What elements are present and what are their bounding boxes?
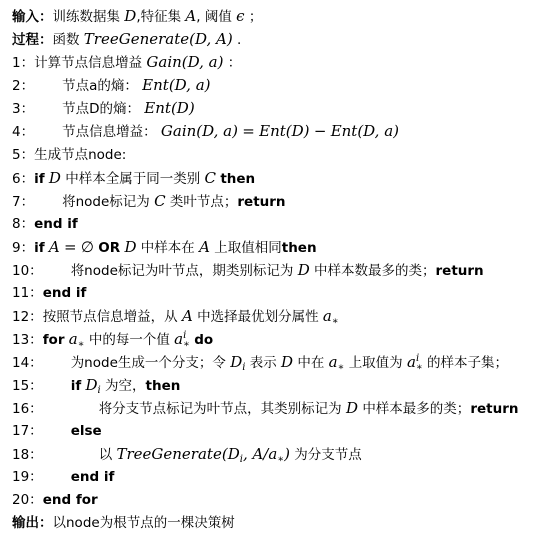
step-20 <box>12 491 98 509</box>
step-16 <box>12 399 518 418</box>
step-text: 将node标记为 <box>62 194 150 210</box>
math-star-subscript: ∗ <box>337 362 345 373</box>
step-number: 12： <box>12 309 43 325</box>
step-number: 16： <box>12 401 43 417</box>
math-args-close: ) <box>284 445 290 463</box>
math-star-subscript: ∗ <box>183 339 190 350</box>
step-text: 以 <box>98 447 113 463</box>
step-text: 为node生成一个分支；令 <box>70 355 226 371</box>
keyword-return: return <box>435 263 484 279</box>
step-text: 计算节点信息增益 <box>34 55 143 71</box>
step-text: 为分支节点 <box>294 447 362 463</box>
step-number: 4： <box>12 124 35 140</box>
step-text: 节点D的熵： <box>62 101 140 117</box>
math-treegenerate: TreeGenerate <box>83 30 190 48</box>
math-gain: Gain <box>146 53 182 71</box>
math-star-subscript: ∗ <box>277 454 285 465</box>
keyword-else: else <box>70 423 102 439</box>
input-text-3: , 阈值 <box>196 9 232 25</box>
step-number: 10： <box>12 263 43 279</box>
step-3 <box>12 99 195 118</box>
math-D: D <box>124 238 137 256</box>
math-D: D <box>281 353 294 371</box>
step-6 <box>12 169 255 188</box>
math-args-Da: (D, a) <box>181 53 224 71</box>
step-18 <box>12 445 362 469</box>
step-text: 中样本最多的类； <box>362 401 471 417</box>
step-2 <box>12 76 211 95</box>
step-text: 中的每一个值 <box>88 332 170 348</box>
step-number: 18： <box>12 447 43 463</box>
math-i-subscript: i <box>239 454 243 465</box>
step-number: 7： <box>12 194 35 210</box>
step-text: ： <box>227 55 242 71</box>
math-i-superscript: i <box>183 330 187 341</box>
step-7 <box>12 192 286 211</box>
step-text: 生成节点node: <box>34 147 127 163</box>
step-text: 节点信息增益： <box>62 124 157 140</box>
process-text-2: . <box>237 32 242 48</box>
step-number: 14： <box>12 355 43 371</box>
math-D: D <box>345 399 359 417</box>
keyword-end-for: end for <box>42 492 98 508</box>
math-supsub <box>183 331 190 349</box>
step-10 <box>12 261 484 280</box>
step-15 <box>12 376 180 400</box>
step-text: 将node标记为叶节点，期类别标记为 <box>70 263 294 279</box>
step-number: 19： <box>12 469 43 485</box>
output-text: 以node为根节点的一棵决策树 <box>52 515 235 531</box>
step-14 <box>12 353 508 377</box>
math-C: C <box>204 169 217 187</box>
step-number: 8： <box>12 216 35 232</box>
math-A: A <box>185 7 197 25</box>
math-i-subscript: i <box>242 362 246 373</box>
step-number: 15： <box>12 378 43 394</box>
math-treegenerate: TreeGenerate <box>116 445 222 463</box>
math-D: D <box>297 261 310 279</box>
step-9 <box>12 238 317 257</box>
step-13 <box>12 330 213 354</box>
keyword-return: return <box>470 401 519 417</box>
math-a: a <box>328 353 338 371</box>
input-text-4: ； <box>248 9 263 25</box>
keyword-end-if: end if <box>42 285 87 301</box>
math-args-Da: (D, a) <box>168 76 211 94</box>
keyword-then: then <box>220 171 256 187</box>
math-args-Da: (D, a) <box>196 122 238 140</box>
keyword-then: then <box>145 378 181 394</box>
math-ent: Ent <box>330 122 358 140</box>
step-text: 上取值为 <box>348 355 403 371</box>
keyword-then: then <box>281 240 317 256</box>
math-gain: Gain <box>160 122 197 140</box>
math-epsilon: ϵ <box>236 7 245 25</box>
math-a: a <box>174 330 184 348</box>
step-8 <box>12 215 78 233</box>
math-i-subscript: i <box>97 385 101 396</box>
step-text: 中在 <box>297 355 325 371</box>
output-label: 输出 <box>12 515 39 531</box>
math-star-subscript: ∗ <box>331 316 339 327</box>
step-text: 中样本在 <box>140 240 195 256</box>
step-text: 中样本全属于同一类别 <box>65 171 201 187</box>
step-text: 的样本子集； <box>427 355 509 371</box>
math-args-DA: (D, A) <box>189 30 233 48</box>
step-text: 按照节点信息增益，从 <box>42 309 178 325</box>
math-supsub <box>416 354 423 372</box>
math-equals: = <box>242 122 255 140</box>
process-text-1: 函数 <box>52 32 80 48</box>
step-number: 11： <box>12 285 43 301</box>
math-D: D <box>230 353 243 371</box>
math-ent: Ent <box>142 76 169 94</box>
math-ent: Ent <box>259 122 286 140</box>
step-5 <box>12 146 126 164</box>
math-star-subscript: ∗ <box>415 362 423 373</box>
step-1 <box>12 53 241 72</box>
step-number: 3： <box>12 101 35 117</box>
math-star-subscript: ∗ <box>77 339 85 350</box>
math-args-mid: , A/a <box>242 445 278 463</box>
keyword-do: do <box>194 332 214 348</box>
math-emptyset: ∅ <box>80 238 94 256</box>
step-19 <box>12 468 114 486</box>
step-number: 5： <box>12 147 35 163</box>
input-label: 输入 <box>12 9 39 25</box>
math-a: a <box>406 353 416 371</box>
math-ent: Ent <box>144 99 171 117</box>
input-text-1: 训练数据集 <box>52 9 120 25</box>
step-number: 6： <box>12 171 35 187</box>
math-A: A <box>199 238 210 256</box>
keyword-if: if <box>34 240 45 256</box>
math-D: D <box>48 169 61 187</box>
output-line <box>12 514 235 532</box>
step-17 <box>12 422 102 440</box>
step-text: 上取值相同 <box>214 240 282 256</box>
keyword-return: return <box>237 194 286 210</box>
step-text: 为空， <box>105 378 146 394</box>
keyword-or: OR <box>98 240 121 256</box>
input-line <box>12 7 262 26</box>
step-text: 中样本数最多的类； <box>314 263 436 279</box>
math-A: A <box>48 238 60 256</box>
step-11 <box>12 284 86 302</box>
process-label: 过程 <box>12 32 39 48</box>
output-colon: ： <box>39 515 53 531</box>
math-args-open: (D <box>221 445 240 463</box>
math-D: D <box>124 7 137 25</box>
math-a: a <box>68 330 78 348</box>
math-args-D: (D) <box>170 99 195 117</box>
math-equals: = <box>64 238 77 256</box>
math-D: D <box>85 376 98 394</box>
keyword-end-if: end if <box>70 469 115 485</box>
step-number: 1： <box>12 55 35 71</box>
input-colon: ： <box>39 9 53 25</box>
step-number: 9： <box>12 240 35 256</box>
step-text: 表示 <box>249 355 277 371</box>
step-number: 13： <box>12 332 43 348</box>
step-12 <box>12 307 339 331</box>
keyword-if: if <box>34 171 45 187</box>
keyword-if: if <box>70 378 82 394</box>
process-colon: ： <box>39 32 53 48</box>
input-text-2: ,特征集 <box>136 9 182 25</box>
step-4 <box>12 122 399 141</box>
step-number: 17： <box>12 423 43 439</box>
step-text: 节点a的熵： <box>62 78 138 94</box>
step-text: 类叶节点； <box>169 194 238 210</box>
math-a: a <box>322 307 332 325</box>
math-args-D: (D) <box>285 122 310 140</box>
keyword-for: for <box>42 332 65 348</box>
process-line <box>12 30 241 49</box>
math-i-superscript: i <box>415 353 420 364</box>
math-minus: − <box>313 122 327 140</box>
math-C: C <box>154 192 166 210</box>
step-text: 中选择最优划分属性 <box>197 309 319 325</box>
math-A: A <box>181 307 193 325</box>
keyword-end-if: end if <box>34 216 78 232</box>
math-args-Da: (D, a) <box>357 122 400 140</box>
step-number: 20： <box>12 492 43 508</box>
step-number: 2： <box>12 78 35 94</box>
step-text: 将分支节点标记为叶节点，其类别标记为 <box>98 401 342 417</box>
